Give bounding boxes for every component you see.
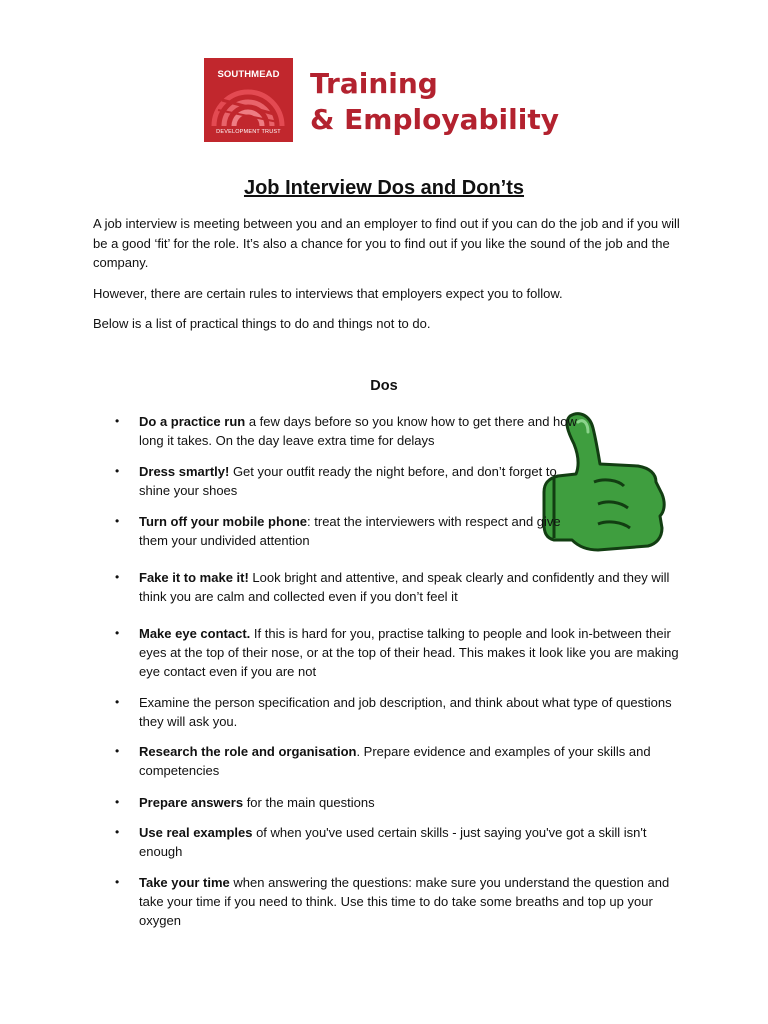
list-item-text: when answering the questions: make sure you understand the question and take your time if you need to think. Use this time to do take some breaths and top up your oxygen <box>139 875 670 928</box>
logo-emblem-icon <box>204 80 293 128</box>
list-item <box>93 512 579 550</box>
list-item-bold: Use real examples <box>139 825 253 840</box>
intro-section <box>93 214 683 345</box>
list-item-text: a few days before so you know how to get there and how long it takes. On the day leave extra time for delays <box>139 414 577 448</box>
bullet-icon: • <box>115 514 120 528</box>
brand-name <box>310 66 559 138</box>
bullet-icon: • <box>115 875 120 889</box>
list-item <box>93 873 683 930</box>
list-item <box>93 823 683 861</box>
bullet-icon: • <box>115 695 120 709</box>
list-item <box>93 568 683 606</box>
list-item <box>93 624 683 681</box>
list-item-text: Get your outfit ready the night before, and don’t forget to shine your shoes <box>139 464 557 498</box>
bullet-icon: • <box>115 744 120 758</box>
bullet-icon: • <box>115 795 120 809</box>
list-item-bold: Prepare answers <box>139 795 244 810</box>
list-item-text: of when you've used certain skills - just saying you've got a skill isn't enough <box>139 825 647 859</box>
logo-top-text: SOUTHMEAD <box>217 69 280 80</box>
southmead-logo <box>204 58 293 142</box>
brand-line-1: Training <box>310 67 438 100</box>
list-item <box>93 793 683 812</box>
list-item-bold: Research the role and organisation <box>139 744 357 759</box>
list-item-bold: Make eye contact. <box>139 626 251 641</box>
logo-bottom-text: DEVELOPMENT TRUST <box>216 129 281 135</box>
list-item-bold: Do a practice run <box>139 414 246 429</box>
list-item-bold: Fake it to make it! <box>139 570 249 585</box>
brand-line-2: & Employability <box>310 103 559 136</box>
list-item-text: : treat the interviewers with respect and give them your undivided attention <box>139 514 561 548</box>
list-item-text: for the main questions <box>243 795 375 810</box>
list-item <box>93 412 579 450</box>
list-item-text: If this is hard for you, practise talking to people and look in-between their eyes at the top of their nose, or at the top of their head. This makes it look like you are making eye contact even if you are not <box>139 626 679 679</box>
list-item <box>93 693 683 731</box>
intro-paragraph: However, there are certain rules to interviews that employers expect you to follow. <box>93 285 563 301</box>
list-item-text: Examine the person specification and job description, and think about what type of questions they will ask you. <box>139 695 672 729</box>
dos-heading: Dos <box>370 378 398 394</box>
list-item <box>93 462 579 500</box>
bullet-icon: • <box>115 414 120 428</box>
list-item-bold: Turn off your mobile phone <box>139 514 308 529</box>
bullet-icon: • <box>115 825 120 839</box>
intro-paragraph: Below is a list of practical things to do and things not to do. <box>93 316 431 331</box>
document-title: Job Interview Dos and Don’ts <box>243 177 525 199</box>
list-item-text: . Prepare evidence and examples of your skills and competencies <box>139 744 651 778</box>
bullet-icon: • <box>115 464 120 478</box>
bullet-icon: • <box>115 570 120 584</box>
list-item-text: Look bright and attentive, and speak clearly and confidently and they will think you are calm and collected even if you don’t feel it <box>139 570 670 604</box>
intro-paragraph: A job interview is meeting between you and an employer to find out if you can do the job and if you will be a good ‘fit’ for the role. It’s also a chance for you to find out if you like the sound of the job and the company. <box>93 216 680 270</box>
bullet-icon: • <box>115 626 120 640</box>
list-item-bold: Dress smartly! <box>139 464 230 479</box>
list-item <box>93 742 683 780</box>
list-item-bold: Take your time <box>139 875 230 890</box>
